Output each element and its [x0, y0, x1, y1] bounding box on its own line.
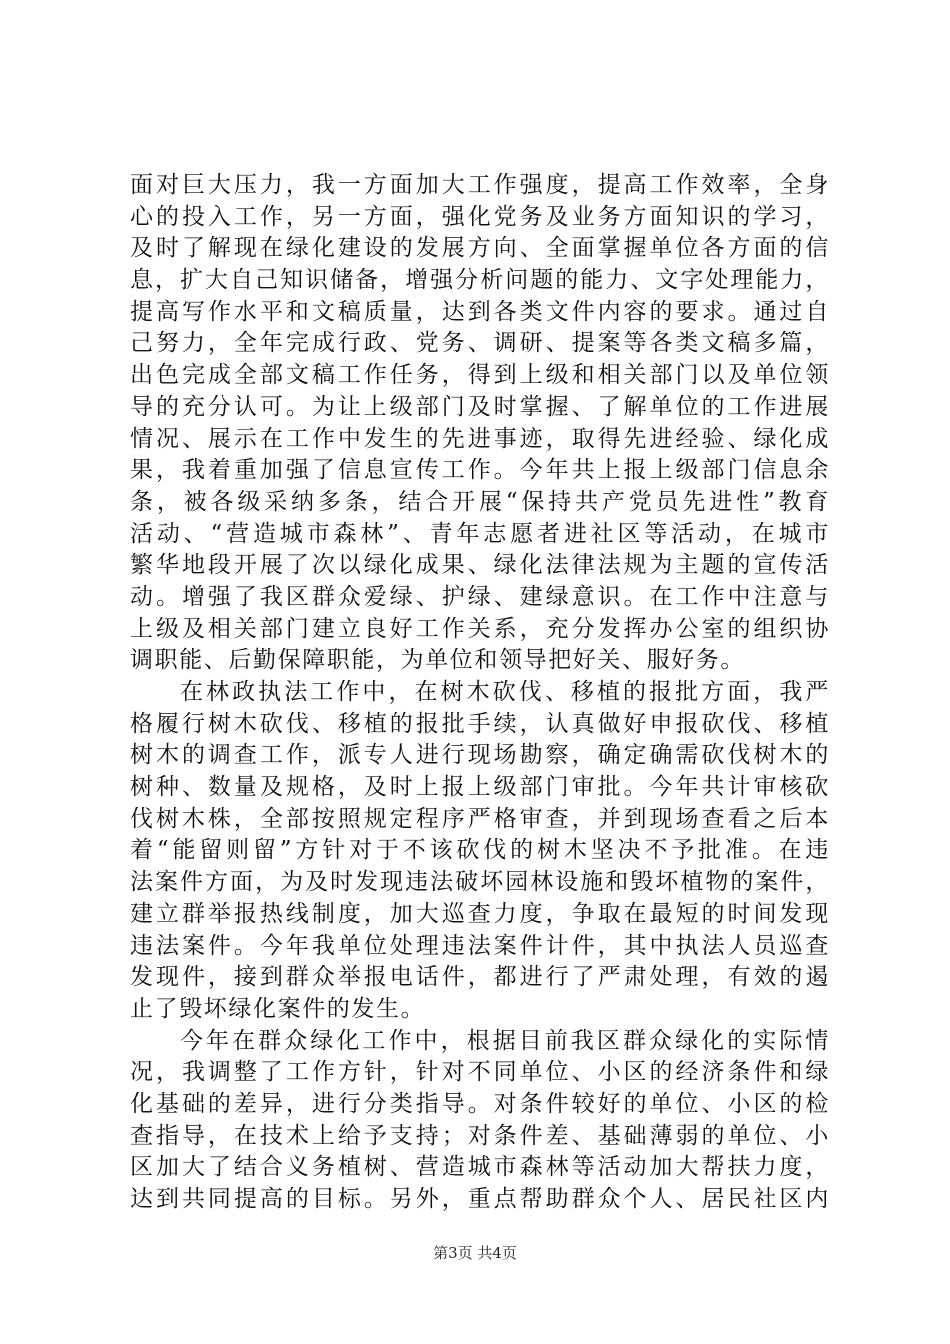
text-line: 活动、“营造城市森林”、青年志愿者进社区等活动，在城市 — [130, 520, 830, 547]
text-line: 着“能留则留”方针对于不该砍伐的树木坚决不予批准。在违 — [130, 837, 830, 864]
text-line: 出色完成全部文稿工作任务，得到上级和相关部门以及单位领 — [130, 362, 830, 389]
paragraph-end-line: 止了毁坏绿化案件的发生。 — [130, 995, 426, 1022]
paragraph-start-line: 在林政执法工作中，在树木砍伐、移植的报批方面，我严 — [180, 679, 830, 705]
text-line: 情况、展示在工作中发生的先进事迹，取得先进经验、绿化成 — [130, 425, 830, 452]
text-line: 条，被各级采纳多条，结合开展“保持共产党员先进性”教育 — [130, 488, 830, 515]
text-line: 发现件，接到群众举报电话件，都进行了严肃处理，有效的遏 — [130, 964, 830, 991]
text-line: 查指导，在技术上给予支持；对条件差、基础薄弱的单位、小 — [130, 1122, 830, 1149]
page-footer — [0, 1243, 950, 1263]
text-line: 动。增强了我区群众爱绿、护绿、建绿意识。在工作中注意与 — [130, 583, 830, 610]
text-line: 违法案件。今年我单位处理违法案件计件，其中执法人员巡查 — [130, 932, 830, 959]
paragraph-start-line: 今年在群众绿化工作中，根据目前我区群众绿化的实际情 — [180, 1027, 830, 1054]
text-line: 格履行树木砍伐、移植的报批手续，认真做好申报砍伐、移植 — [130, 710, 830, 737]
text-line: 区加大了结合义务植树、营造城市森林等活动加大帮扶力度， — [130, 1154, 830, 1181]
text-line: 法案件方面，为及时发现违法破坏园林设施和毁坏植物的案件， — [130, 869, 830, 896]
text-line: 心的投入工作，另一方面，强化党务及业务方面知识的学习， — [130, 203, 830, 230]
text-line: 建立群举报热线制度，加大巡查力度，争取在最短的时间发现 — [130, 900, 830, 927]
text-line: 况，我调整了工作方针，针对不同单位、小区的经济条件和绿 — [130, 1059, 830, 1086]
text-line: 提高写作水平和文稿质量，达到各类文件内容的要求。通过自 — [130, 298, 830, 325]
text-line: 伐树木株，全部按照规定程序严格审查，并到现场查看之后本 — [130, 805, 830, 832]
text-line: 上级及相关部门建立良好工作关系，充分发挥办公室的组织协 — [130, 615, 830, 642]
text-line: 导的充分认可。为让上级部门及时掌握、了解单位的工作进展 — [130, 393, 830, 420]
page-number-label: 第3页 共4页 — [433, 1244, 517, 1262]
body-text — [130, 170, 830, 1216]
text-line: 化基础的差异，进行分类指导。对条件较好的单位、小区的检 — [130, 1090, 830, 1117]
paragraph-end-line: 调职能、后勤保障职能，为单位和领导把好关、服好务。 — [130, 647, 745, 674]
text-line: 己努力，全年完成行政、党务、调研、提案等各类文稿多篇， — [130, 330, 830, 357]
text-line: 果，我着重加强了信息宣传工作。今年共上报上级部门信息余 — [130, 457, 830, 484]
text-line: 树种、数量及规格，及时上报上级部门审批。今年共计审核砍 — [130, 774, 830, 801]
text-line: 繁华地段开展了次以绿化成果、绿化法律法规为主题的宣传活 — [130, 552, 830, 579]
text-line: 树木的调查工作，派专人进行现场勘察，确定确需砍伐树木的 — [130, 742, 830, 769]
text-line: 面对巨大压力，我一方面加大工作强度，提高工作效率，全身 — [130, 172, 830, 198]
text-line: 及时了解现在绿化建设的发展方向、全面掌握单位各方面的信 — [130, 235, 830, 262]
text-line: 息，扩大自己知识储备，增强分析问题的能力、文字处理能力， — [130, 267, 830, 294]
text-line: 达到共同提高的目标。另外，重点帮助群众个人、居民社区内 — [130, 1186, 830, 1212]
